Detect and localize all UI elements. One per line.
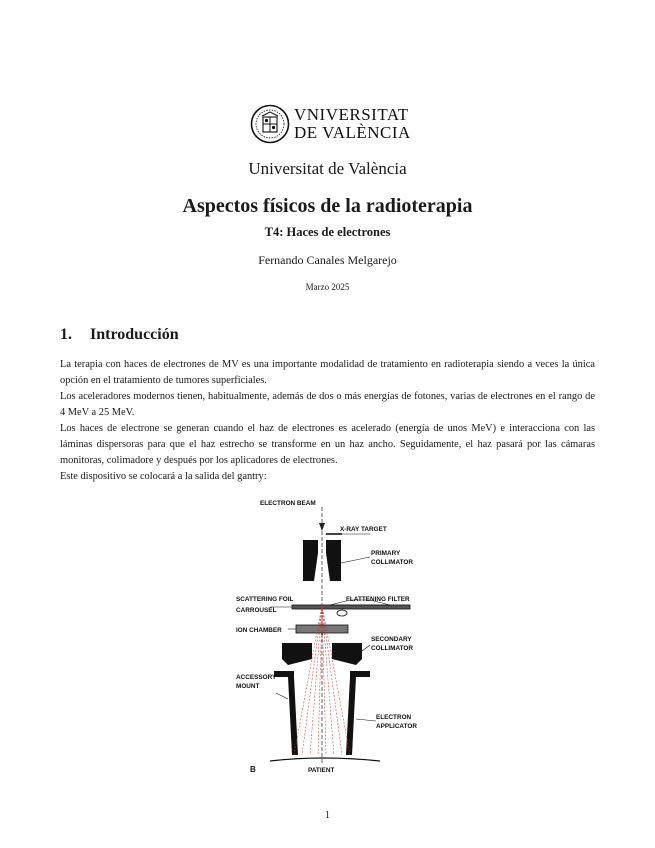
paragraph: Este dispositivo se colocará a la salida del gantry: [60,471,267,482]
ion-chamber [296,625,348,633]
patient-surface [270,758,380,761]
paragraph: Los haces de electrone se generan cuando el haz de electrones es acelerado (energía de unos MeV) e interacciona con las láminas dispersoras para que el haz estrecho se transforme en un haz ancho. Seguidamente, el haz pasará por las cámaras monitoras, colimadore y después por los aplicadores de electrones. [60,423,595,466]
label-electron-beam: ELECTRON BEAM [260,500,316,507]
label-panel-b: B [250,765,256,774]
university-logo [250,104,410,146]
logo-line-1: VNIVERSITAT [294,105,409,124]
label-ion-chamber: ION CHAMBER [236,627,282,634]
section-title: Introducción [90,326,179,343]
secondary-collimator-right [332,643,362,665]
label-carrousel: CARROUSEL [236,607,277,614]
university-name: Universitat de València [248,159,407,178]
page-number: 1 [325,810,330,821]
label-accessory-1: ACCESSORY [236,674,277,681]
label-accessory-2: MOUNT [236,683,260,690]
document-date: Marzo 2025 [305,282,350,292]
document-title: Aspectos físicos de la radioterapia [182,195,473,217]
carrousel-plate [292,605,410,609]
label-scattering-foil: SCATTERING FOIL [236,596,294,603]
label-primary-1: PRIMARY [371,550,401,557]
document-subtitle: T4: Haces de electrones [264,225,391,239]
label-secondary-2: COLLIMATOR [371,645,414,652]
section-heading [60,326,179,344]
paragraph: Los aceleradores modernos tienen, habitualmente, además de dos o más energías de fotones, varias de electrones en el rango de 4 MeV a 25 MeV. [60,391,595,418]
secondary-collimator-left [282,643,312,665]
logo-wordmark [294,106,411,142]
label-xray-target: X-RAY TARGET [340,526,387,533]
label-flattening-filter: FLATTENING FILTER [346,596,410,603]
primary-collimator-left [303,540,318,581]
university-seal-icon [250,104,290,144]
label-patient: PATIENT [308,767,335,774]
label-electron-1: ELECTRON [376,714,412,721]
author-name: Fernando Canales Melgarejo [258,253,397,267]
accelerator-head-diagram [230,493,430,778]
primary-collimator-right [326,540,341,581]
label-electron-2: APPLICATOR [376,723,417,730]
label-primary-2: COLLIMATOR [371,559,414,566]
logo-line-2: DE VALÈNCIA [294,123,411,142]
beam-arrow-icon [319,523,325,531]
paragraph: La terapia con haces de electrones de MV es una importante modalidad de tratamiento en radioterapia siendo a veces la única opción en el tratamiento de tumores superficiales. [60,359,595,386]
electron-applicator-left [288,677,298,755]
label-secondary-1: SECONDARY [371,636,412,643]
section-number: 1. [60,326,72,343]
electron-applicator-right [346,677,356,755]
